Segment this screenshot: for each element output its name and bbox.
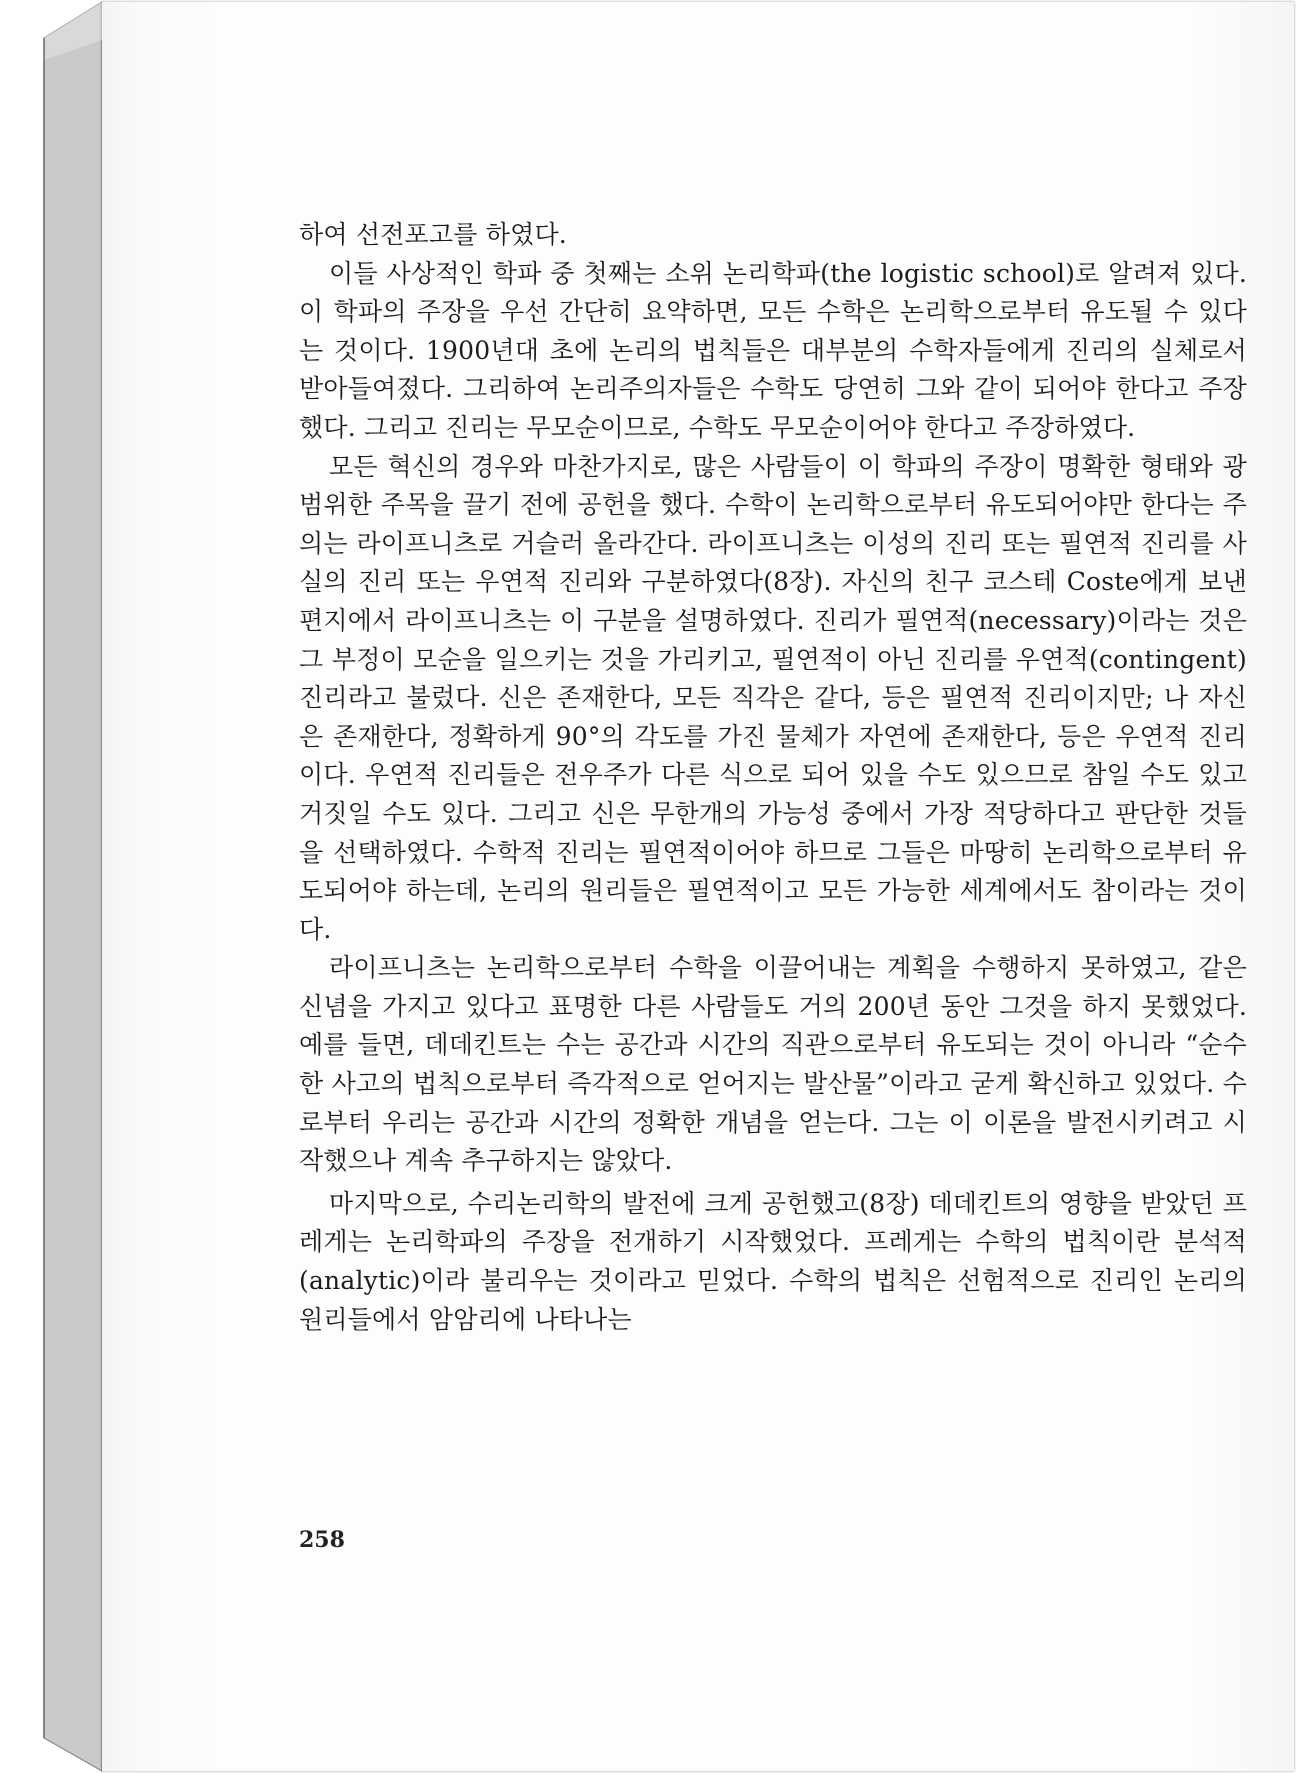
page-number: 258	[299, 1527, 345, 1553]
page-body-text	[299, 216, 1247, 1339]
paragraph: 모든 혁신의 경우와 마찬가지로, 많은 사람들이 이 학파의 주장이 명확한 형태와 광범위한 주목을 끌기 전에 공헌을 했다. 수학이 논리학으로부터 유도되어야만 한다는 주의는 라이프니츠로 거슬러 올라간다. 라이프니츠는 이성의 진리 또는 필연적 진리를 사실의 진리 또는 우연적 진리와 구분하였다(8장). 자신의 친구 코스테 Coste에게 보낸 편지에서 라이프니츠는 이 구분을 설명하였다. 진리가 필연적(necessary)이라는 것은 그 부정이 모순을 일으키는 것을 가리키고, 필연적이 아닌 진리를 우연적(contingent) 진리라고 불렀다. 신은 존재한다, 모든 직각은 같다, 등은 필연적 진리이지만; 나 자신은 존재한다, 정확하게 90°의 각도를 가진 물체가 자연에 존재한다, 등은 우연적 진리이다. 우연적 진리들은 전우주가 다른 식으로 되어 있을 수도 있으므로 참일 수도 있고 거짓일 수도 있다. 그리고 신은 무한개의 가능성 중에서 가장 적당하다고 판단한 것들을 선택하였다. 수학적 진리는 필연적이어야 하므로 그들은 마땅히 논리학으로부터 유도되어야 하는데, 논리의 원리들은 필연적이고 모든 가능한 세계에서도 참이라는 것이다.	[299, 451, 1247, 944]
paragraph: 하여 선전포고를 하였다.	[299, 220, 567, 249]
paragraph: 이들 사상적인 학파 중 첫째는 소위 논리학파(the logistic school)로 알려져 있다. 이 학파의 주장을 우선 간단히 요약하면, 모든 수학은 논리학으로부터 유도될 수 있다는 것이다. 1900년대 초에 논리의 법칙들은 대부분의 수학자들에게 진리의 실체로서 받아들여졌다. 그리하여 논리주의자들은 수학도 당연히 그와 같이 되어야 한다고 주장했다. 그리고 진리는 무모순이므로, 수학도 무모순이어야 한다고 주장하였다.	[299, 258, 1247, 442]
paragraph: 라이프니츠는 논리학으로부터 수학을 이끌어내는 계획을 수행하지 못하였고, 같은 신념을 가지고 있다고 표명한 다른 사람들도 거의 200년 동안 그것을 하지 못했었다. 예를 들면, 데데킨트는 수는 공간과 시간의 직관으로부터 유도되는 것이 아니라 “순수한 사고의 법칙으로부터 즉각적으로 얻어지는 발산물”이라고 굳게 확신하고 있었다. 수로부터 우리는 공간과 시간의 정확한 개념을 얻는다. 그는 이 이론을 발전시키려고 시작했으나 계속 추구하지는 않았다.	[299, 953, 1247, 1176]
page-surface	[102, 2, 1294, 1771]
paragraph: 마지막으로, 수리논리학의 발전에 크게 공헌했고(8장) 데데킨트의 영향을 받았던 프레게는 논리학파의 주장을 전개하기 시작했었다. 프레게는 수학의 법칙이란 분석적(analytic)이라 불리우는 것이라고 믿었다. 수학의 법칙은 선험적으로 진리인 논리의 원리들에서 암암리에 나타나는	[299, 1188, 1247, 1334]
book-page	[102, 2, 1294, 1771]
